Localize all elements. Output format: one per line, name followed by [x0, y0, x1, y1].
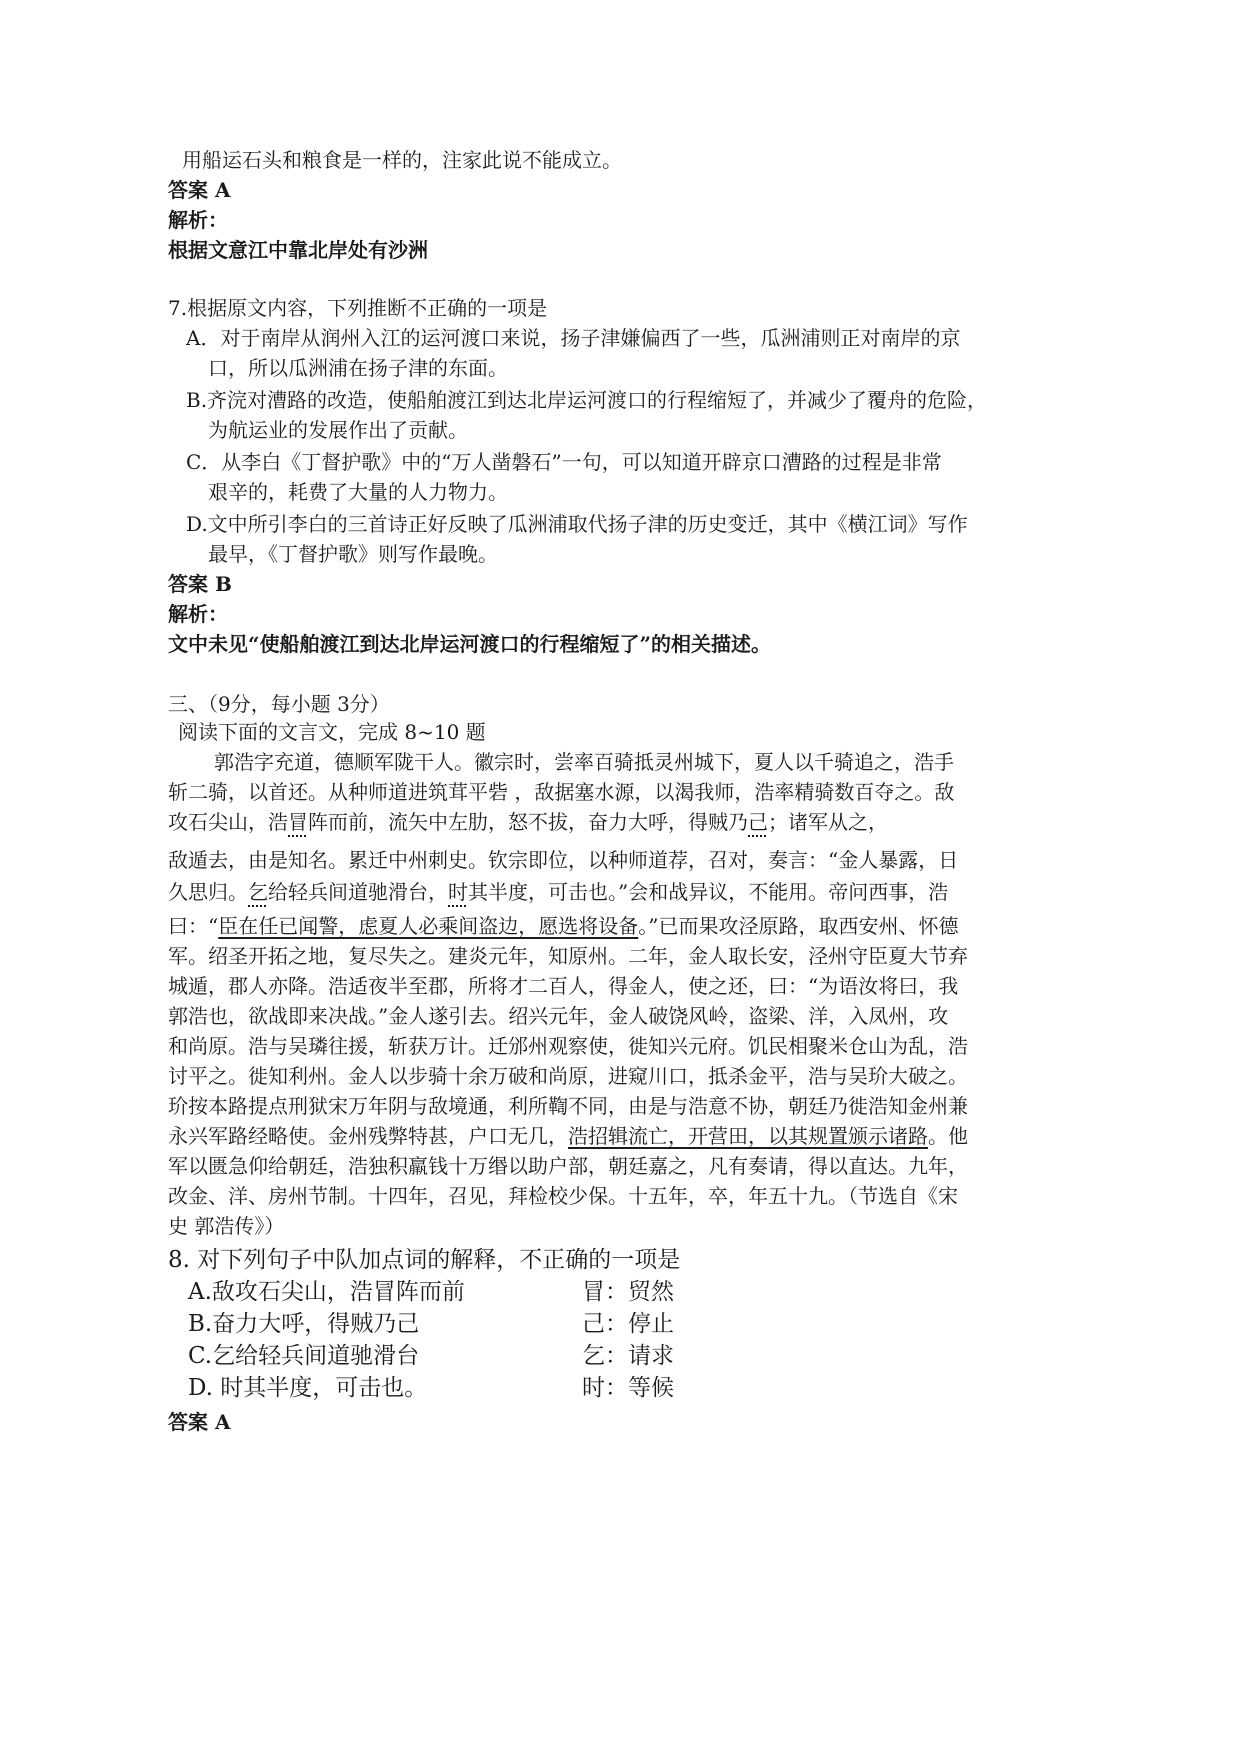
passage-line-1: 郭浩字充道，德顺军陇干人。徽宗时，尝率百骑抵灵州城下，夏人以千骑追之，浩手: [214, 750, 954, 774]
passage-line-14: 军以匮急仰给朝廷，浩独积羸钱十万缗以助户部，朝廷嘉之，凡有奏请，得以直达。九年，: [168, 1154, 968, 1178]
q6-answer: 答案 A: [168, 178, 231, 202]
q7-option-b-line1: B.齐浣对漕路的改造，使船舶渡江到达北岸运河渡口的行程缩短了，并减少了覆舟的危险，: [186, 388, 988, 412]
q8-option-d: D. 时其半度，可击也。: [188, 1375, 428, 1401]
q6-analysis-label: 解析：: [168, 208, 228, 232]
q7-answer: 答案 B: [168, 572, 232, 596]
q8-answer: 答案 A: [168, 1410, 231, 1434]
passage-line-5: 久思归。乞给轻兵间道驰滑台，时其半度，可击也。”会和战异议，不能用。帝问西事，浩: [168, 880, 949, 904]
q7-option-c-line2: 艰辛的，耗费了大量的人力物力。: [208, 480, 508, 504]
passage-line-2: 斩二骑，以首还。从种师道进筑茸平砦 ，敌据塞水源，以渴我师，浩率精骑数百夺之。敌: [168, 780, 955, 804]
underlined-sentence-2: 浩招辑流亡，开营田，以其规置颁示诸路: [568, 1124, 928, 1148]
section3-heading: 三、（9分，每小题 3分）: [168, 692, 390, 716]
passage-line-9: 郭浩也，欲战即来决战。”金人遂引去。绍兴元年，金人破饶风岭，盗梁、洋，入凤州，攻: [168, 1004, 949, 1028]
q6-analysis: 根据文意江中靠北岸处有沙洲: [168, 238, 428, 262]
q8-option-a: A.敌攻石尖山，浩冒阵而前: [188, 1279, 465, 1305]
q8-stem: 8. 对下列句子中队加点词的解释，不正确的一项是: [168, 1247, 681, 1273]
q7-option-a-line1: A．对于南岸从润州入江的运河渡口来说，扬子津嫌偏西了一些，瓜洲浦则正对南岸的京: [186, 326, 961, 350]
passage-line-6: 曰：“臣在任已闻警，虑夏人必乘间盗边，愿选将设备。”已而果攻泾原路，取西安州、怀德: [168, 914, 959, 938]
passage-line-13: 永兴军路经略使。金州残弊特甚，户口无几，浩招辑流亡，开营田，以其规置颁示诸路。他: [168, 1124, 968, 1148]
underlined-sentence-1: 臣在任已闻警，虑夏人必乘间盗边，愿选将设备: [218, 914, 639, 938]
passage-line-8: 城遁，郡人亦降。浩适夜半至郡，所将才二百人，得金人，使之还，曰：“为语汝将曰，我: [168, 974, 959, 998]
q7-option-d-line1: D.文中所引李白的三首诗正好反映了瓜洲浦取代扬子津的历史变迁，其中《横江词》写作: [186, 512, 968, 536]
q8-option-c-gloss: 乞：请求: [582, 1343, 674, 1369]
q8-option-d-gloss: 时：等候: [582, 1375, 674, 1401]
passage-line-11: 讨平之。徙知利州。金人以步骑十余万破和尚原，进窥川口，抵杀金平，浩与吴玠大破之。: [168, 1064, 968, 1088]
dotted-word-mao: 冒: [288, 810, 308, 834]
q8-option-a-gloss: 冒：贸然: [582, 1279, 674, 1305]
q7-stem: 7.根据原文内容，下列推断不正确的一项是: [168, 296, 548, 320]
passage-line-7: 军。绍圣开拓之地，复尽失之。建炎元年，知原州。二年，金人取长安，泾州守臣夏大节弃: [168, 944, 968, 968]
dotted-word-qi: 乞: [248, 880, 268, 904]
q8-option-c: C.乞给轻兵间道驰滑台: [188, 1343, 420, 1369]
q7-option-b-line2: 为航运业的发展作出了贡献。: [208, 418, 468, 442]
dotted-word-ji: 己: [748, 810, 768, 834]
q6-tail-text: 用船运石头和粮食是一样的，注家此说不能成立。: [182, 148, 622, 172]
q7-option-d-line2: 最早，《丁督护歌》则写作最晚。: [208, 542, 498, 566]
passage-line-10: 和尚原。浩与吴璘往援，斩获万计。迁邠州观察使，徙知兴元府。饥民相聚米仓山为乱，浩: [168, 1034, 968, 1058]
q8-option-b-gloss: 己：停止: [582, 1311, 674, 1337]
passage-line-12: 玠按本路提点刑狱宋万年阴与敌境通，利所鞫不同，由是与浩意不协，朝廷乃徙浩知金州兼: [168, 1094, 968, 1118]
q7-analysis-label: 解析：: [168, 602, 228, 626]
dotted-word-shi: 时: [448, 880, 468, 904]
passage-line-15: 改金、洋、房州节制。十四年，召见，拜检校少保。十五年，卒，年五十九。（节选自《宋: [168, 1184, 958, 1208]
q7-option-c-line1: C．从李白《丁督护歌》中的“万人凿磐石”一句，可以知道开辟京口漕路的过程是非常: [186, 450, 942, 474]
passage-line-16: 史 郭浩传》）: [168, 1214, 285, 1238]
section3-instruction: 阅读下面的文言文，完成 8~10 题: [178, 720, 486, 744]
passage-line-4: 敌遁去，由是知名。累迁中州刺史。钦宗即位，以种师道荐，召对，奏言：“金人暴露，日: [168, 848, 959, 872]
passage-line-3: 攻石尖山，浩冒阵而前，流矢中左肋，怒不拔，奋力大呼，得贼乃己；诸军从之，: [168, 810, 888, 834]
q7-analysis: 文中未见“使船舶渡江到达北岸运河渡口的行程缩短了”的相关描述。: [168, 632, 772, 656]
q8-option-b: B.奋力大呼，得贼乃己: [188, 1311, 420, 1337]
q7-option-a-line2: 口，所以瓜洲浦在扬子津的东面。: [208, 356, 508, 380]
